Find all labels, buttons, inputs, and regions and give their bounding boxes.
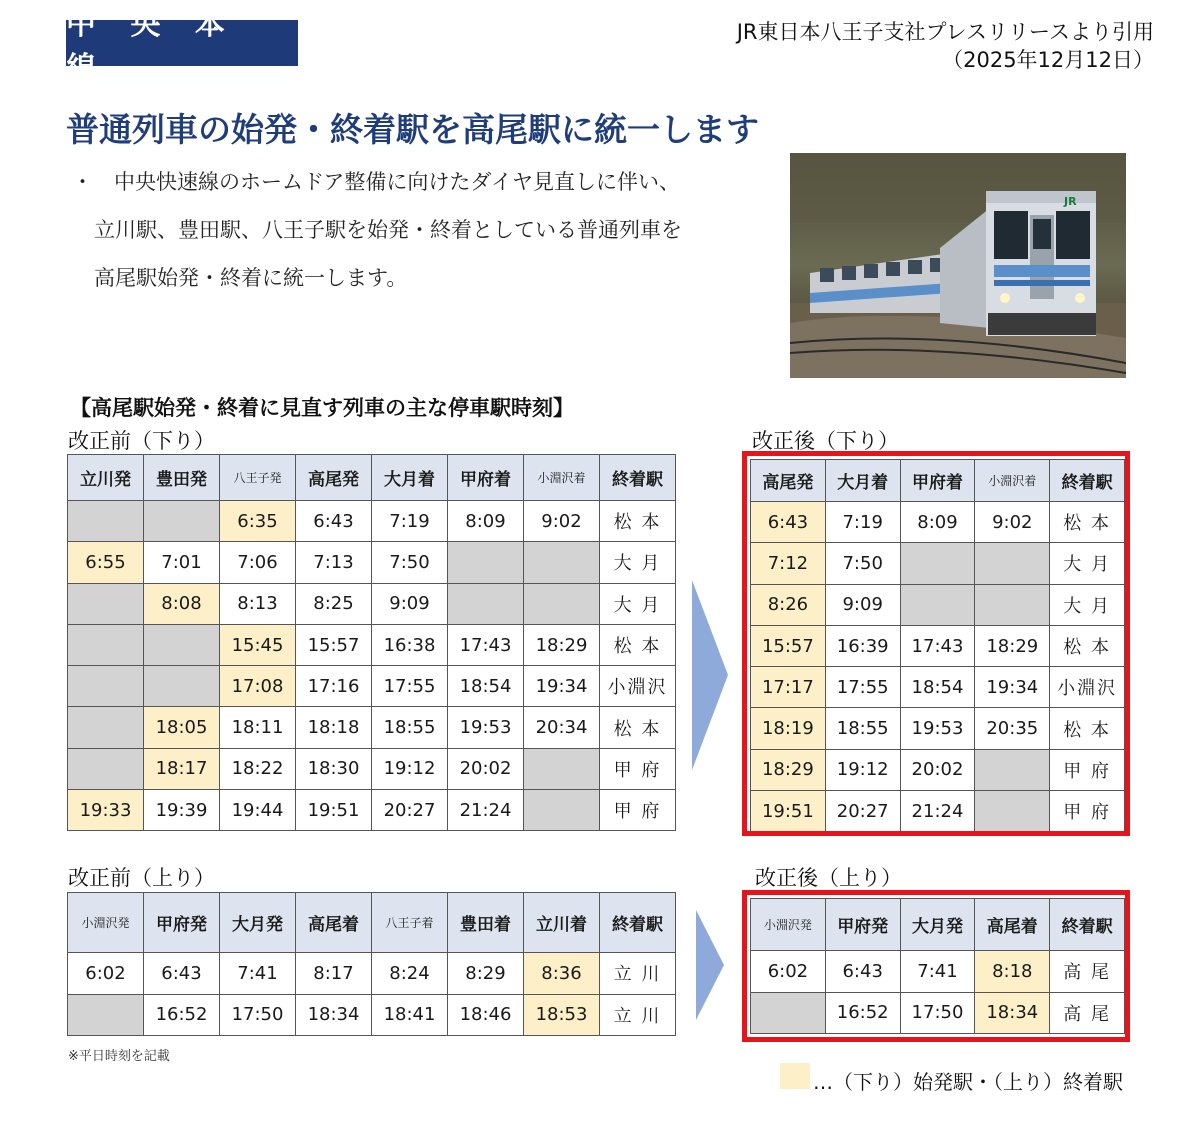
time-cell: 18:46 xyxy=(448,994,524,1036)
column-header: 小淵沢発 xyxy=(68,893,144,953)
time-cell: 16:38 xyxy=(372,624,448,665)
empty-cell xyxy=(524,790,600,831)
time-cell: 19:51 xyxy=(751,791,826,832)
destination-cell: 松 本 xyxy=(1050,625,1125,666)
time-cell: 8:24 xyxy=(372,953,448,995)
time-cell: 17:43 xyxy=(448,624,524,665)
time-cell: 8:25 xyxy=(296,583,372,624)
destination-cell: 大 月 xyxy=(1050,543,1125,584)
time-cell: 18:29 xyxy=(975,625,1050,666)
time-cell: 6:35 xyxy=(220,501,296,542)
time-cell: 18:11 xyxy=(220,707,296,748)
time-cell: 8:09 xyxy=(900,502,975,543)
table-row xyxy=(68,666,676,707)
time-cell: 19:53 xyxy=(448,707,524,748)
time-cell: 9:02 xyxy=(524,501,600,542)
title-before-down: 改正前（下り） xyxy=(68,429,215,453)
empty-cell xyxy=(68,624,144,665)
time-cell: 19:34 xyxy=(975,667,1050,708)
time-cell: 6:02 xyxy=(68,953,144,995)
time-cell: 18:55 xyxy=(372,707,448,748)
time-cell: 7:19 xyxy=(372,501,448,542)
time-cell: 16:39 xyxy=(825,625,900,666)
destination-cell: 甲 府 xyxy=(1050,791,1125,832)
destination-cell: 大 月 xyxy=(600,583,676,624)
column-header: 小淵沢着 xyxy=(524,455,600,501)
after-up-highlight-frame xyxy=(742,890,1130,1042)
line-name-badge: 中 央 本 線 xyxy=(66,20,298,66)
table-row xyxy=(68,624,676,665)
destination-cell: 立 川 xyxy=(600,994,676,1036)
time-cell: 19:12 xyxy=(372,748,448,789)
time-cell: 18:54 xyxy=(900,667,975,708)
column-header: 立川着 xyxy=(524,893,600,953)
empty-cell xyxy=(448,583,524,624)
time-cell: 15:57 xyxy=(296,624,372,665)
column-header: 高尾着 xyxy=(975,899,1050,951)
table-row xyxy=(68,707,676,748)
time-cell: 17:50 xyxy=(220,994,296,1036)
empty-cell xyxy=(68,666,144,707)
time-cell: 18:22 xyxy=(220,748,296,789)
train-photo xyxy=(790,153,1126,378)
destination-cell: 小淵沢 xyxy=(600,666,676,707)
time-cell: 6:43 xyxy=(751,502,826,543)
time-cell: 20:27 xyxy=(372,790,448,831)
time-cell: 21:24 xyxy=(448,790,524,831)
time-cell: 8:17 xyxy=(296,953,372,995)
empty-cell xyxy=(68,748,144,789)
time-cell: 7:19 xyxy=(825,502,900,543)
destination-cell: 小淵沢 xyxy=(1050,667,1125,708)
column-header: 大月発 xyxy=(220,893,296,953)
table-row xyxy=(68,748,676,789)
empty-cell xyxy=(144,666,220,707)
empty-cell xyxy=(68,583,144,624)
time-cell: 9:09 xyxy=(825,584,900,625)
column-header: 八王子着 xyxy=(372,893,448,953)
column-header: 終着駅 xyxy=(1050,460,1125,502)
legend-text: …（下り）始発駅・（上り）終着駅 xyxy=(813,1070,1123,1094)
destination-cell: 松 本 xyxy=(1050,502,1125,543)
time-cell: 18:18 xyxy=(296,707,372,748)
time-cell: 21:24 xyxy=(900,791,975,832)
destination-cell: 高 尾 xyxy=(1050,992,1125,1034)
column-header: 大月発 xyxy=(900,899,975,951)
bullet-dot: ・ xyxy=(72,170,93,194)
title-before-up: 改正前（上り） xyxy=(68,866,215,890)
destination-cell: 松 本 xyxy=(600,501,676,542)
bullet-line-1: 中央快速線のホームドア整備に向けたダイヤ見直しに伴い、 xyxy=(114,170,680,194)
time-cell: 6:43 xyxy=(825,951,900,993)
time-cell: 7:50 xyxy=(372,542,448,583)
time-cell: 18:30 xyxy=(296,748,372,789)
time-cell: 9:02 xyxy=(975,502,1050,543)
legend-swatch xyxy=(780,1063,810,1089)
time-cell: 16:52 xyxy=(825,992,900,1034)
source-line-2: （2025年12月12日） xyxy=(942,48,1154,72)
empty-cell xyxy=(68,501,144,542)
time-cell: 15:57 xyxy=(751,625,826,666)
arrow-right-icon xyxy=(694,910,726,1020)
table-row xyxy=(68,994,676,1036)
destination-cell: 甲 府 xyxy=(600,790,676,831)
column-header: 大月着 xyxy=(372,455,448,501)
time-cell: 17:55 xyxy=(372,666,448,707)
title-after-up: 改正後（上り） xyxy=(755,866,902,890)
column-header: 高尾着 xyxy=(296,893,372,953)
time-cell: 17:55 xyxy=(825,667,900,708)
time-cell: 6:43 xyxy=(144,953,220,995)
time-cell: 18:41 xyxy=(372,994,448,1036)
destination-cell: 松 本 xyxy=(1050,708,1125,749)
time-cell: 18:34 xyxy=(975,992,1050,1034)
source-citation xyxy=(737,18,1154,74)
destination-cell: 大 月 xyxy=(1050,584,1125,625)
column-header: 高尾発 xyxy=(296,455,372,501)
time-cell: 17:16 xyxy=(296,666,372,707)
empty-cell xyxy=(524,583,600,624)
time-cell: 19:53 xyxy=(900,708,975,749)
time-cell: 8:08 xyxy=(144,583,220,624)
time-cell: 15:45 xyxy=(220,624,296,665)
column-header: 八王子発 xyxy=(220,455,296,501)
section-caption: 【高尾駅始発・終着に見直す列車の主な停車駅時刻】 xyxy=(70,396,574,420)
time-cell: 19:51 xyxy=(296,790,372,831)
empty-cell xyxy=(144,501,220,542)
time-cell: 19:12 xyxy=(825,749,900,790)
time-cell: 9:09 xyxy=(372,583,448,624)
time-cell: 7:41 xyxy=(220,953,296,995)
empty-cell xyxy=(524,748,600,789)
title-after-down: 改正後（下り） xyxy=(752,429,899,453)
destination-cell: 高 尾 xyxy=(1050,951,1125,993)
bullet-text xyxy=(72,158,772,302)
time-cell: 8:13 xyxy=(220,583,296,624)
column-header: 立川発 xyxy=(68,455,144,501)
time-cell: 8:26 xyxy=(751,584,826,625)
column-header: 小淵沢発 xyxy=(751,899,826,951)
time-cell: 18:29 xyxy=(524,624,600,665)
source-line-1: JR東日本八王子支社プレスリリースより引用 xyxy=(736,20,1154,44)
column-header: 小淵沢着 xyxy=(975,460,1050,502)
time-cell: 18:19 xyxy=(751,708,826,749)
empty-cell xyxy=(524,542,600,583)
time-cell: 18:17 xyxy=(144,748,220,789)
time-cell: 6:43 xyxy=(296,501,372,542)
page-headline: 普通列車の始発・終着駅を高尾駅に統一します xyxy=(66,110,759,149)
time-cell: 20:02 xyxy=(900,749,975,790)
column-header: 大月着 xyxy=(825,460,900,502)
destination-cell: 大 月 xyxy=(600,542,676,583)
destination-cell: 松 本 xyxy=(600,624,676,665)
bullet-line-2: 立川駅、豊田駅、八王子駅を始発・終着としている普通列車を xyxy=(94,218,682,242)
time-cell: 8:36 xyxy=(524,953,600,995)
time-cell: 17:43 xyxy=(900,625,975,666)
empty-cell xyxy=(68,707,144,748)
time-cell: 7:12 xyxy=(751,543,826,584)
time-cell: 8:29 xyxy=(448,953,524,995)
column-header: 豊田着 xyxy=(448,893,524,953)
column-header: 豊田発 xyxy=(144,455,220,501)
svg-text:JR: JR xyxy=(1064,195,1077,208)
time-cell: 17:50 xyxy=(900,992,975,1034)
time-cell: 18:29 xyxy=(751,749,826,790)
time-cell: 17:17 xyxy=(751,667,826,708)
destination-cell: 松 本 xyxy=(600,707,676,748)
time-cell: 18:34 xyxy=(296,994,372,1036)
time-cell: 16:52 xyxy=(144,994,220,1036)
time-cell: 19:34 xyxy=(524,666,600,707)
column-header: 終着駅 xyxy=(1050,899,1125,951)
column-header: 甲府発 xyxy=(825,899,900,951)
time-cell: 8:18 xyxy=(975,951,1050,993)
time-cell: 19:33 xyxy=(68,790,144,831)
time-cell: 19:39 xyxy=(144,790,220,831)
bullet-line-3: 高尾駅始発・終着に統一します。 xyxy=(94,266,408,290)
table-row xyxy=(68,542,676,583)
time-cell: 19:44 xyxy=(220,790,296,831)
destination-cell: 立 川 xyxy=(600,953,676,995)
column-header: 終着駅 xyxy=(600,455,676,501)
empty-cell xyxy=(144,624,220,665)
after-down-highlight-frame xyxy=(742,451,1130,836)
time-cell: 7:01 xyxy=(144,542,220,583)
timetable-before-up xyxy=(67,892,676,1036)
table-row xyxy=(68,953,676,995)
time-cell: 7:41 xyxy=(900,951,975,993)
timetable-before-down xyxy=(67,454,676,831)
time-cell: 18:53 xyxy=(524,994,600,1036)
destination-cell: 甲 府 xyxy=(1050,749,1125,790)
time-cell: 18:05 xyxy=(144,707,220,748)
column-header: 高尾発 xyxy=(751,460,826,502)
time-cell: 6:55 xyxy=(68,542,144,583)
empty-cell xyxy=(68,994,144,1036)
time-cell: 6:02 xyxy=(751,951,826,993)
time-cell: 7:06 xyxy=(220,542,296,583)
column-header: 甲府発 xyxy=(144,893,220,953)
footnote: ※平日時刻を記載 xyxy=(68,1049,170,1064)
time-cell: 7:13 xyxy=(296,542,372,583)
column-header: 甲府着 xyxy=(448,455,524,501)
column-header: 甲府着 xyxy=(900,460,975,502)
arrow-right-icon xyxy=(690,580,730,770)
time-cell: 18:55 xyxy=(825,708,900,749)
time-cell: 18:54 xyxy=(448,666,524,707)
time-cell: 20:35 xyxy=(975,708,1050,749)
destination-cell: 甲 府 xyxy=(600,748,676,789)
time-cell: 8:09 xyxy=(448,501,524,542)
table-row xyxy=(68,790,676,831)
time-cell: 20:27 xyxy=(825,791,900,832)
table-row xyxy=(68,583,676,624)
empty-cell xyxy=(448,542,524,583)
time-cell: 7:50 xyxy=(825,543,900,584)
time-cell: 17:08 xyxy=(220,666,296,707)
time-cell: 20:34 xyxy=(524,707,600,748)
time-cell: 20:02 xyxy=(448,748,524,789)
table-row xyxy=(68,501,676,542)
column-header: 終着駅 xyxy=(600,893,676,953)
